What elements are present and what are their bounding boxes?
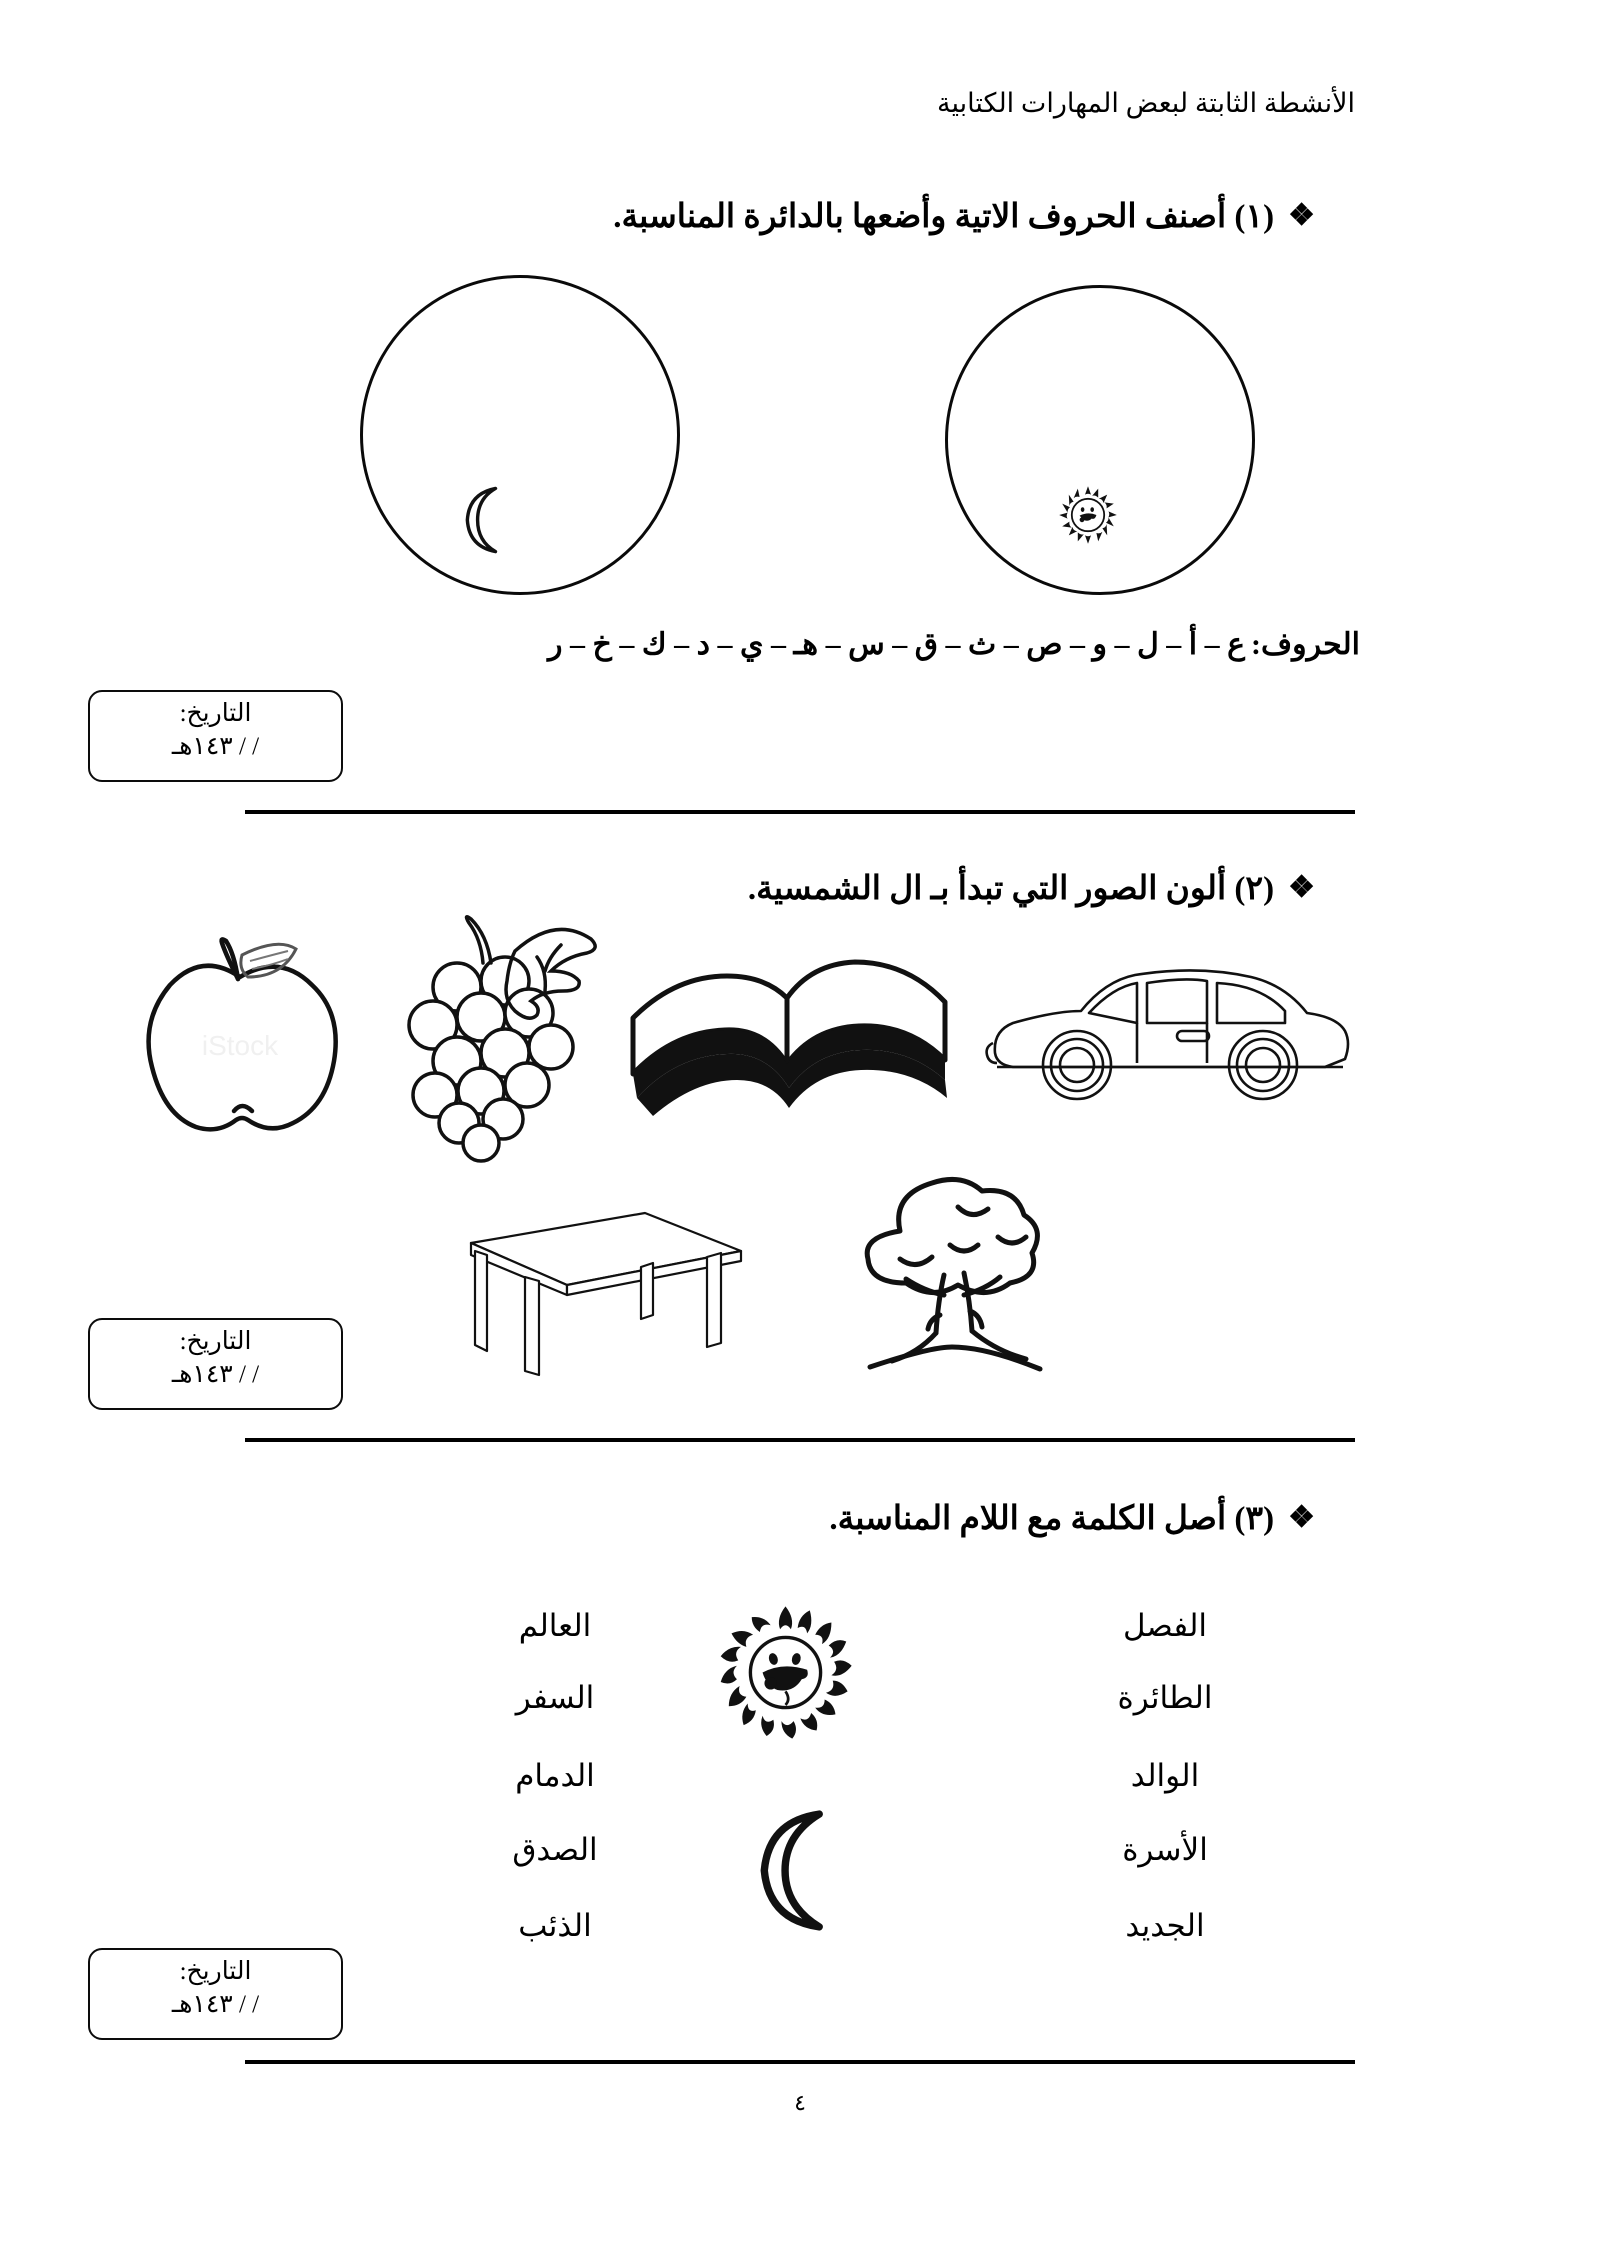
word-right-3[interactable]: الوالد — [1130, 1758, 1200, 1793]
section-divider-2 — [245, 1438, 1355, 1442]
tree-picture[interactable] — [840, 1155, 1050, 1385]
page-number: ٤ — [794, 2090, 806, 2115]
sun-icon — [1058, 485, 1118, 545]
exercise2-heading-text: (٢) ألون الصور التي تبدأ بـ ال الشمسية. — [747, 871, 1275, 907]
table-picture[interactable] — [455, 1195, 755, 1375]
grapes-picture[interactable] — [365, 905, 605, 1145]
moon-icon[interactable] — [745, 1808, 837, 1933]
letters-list: ع – أ – ل – و – ص – ث – ق – س – هـ – ي – د – ك – خ – ر — [548, 628, 1246, 661]
bullet-icon: ❖ — [1288, 1501, 1315, 1534]
section-divider-1 — [245, 810, 1355, 814]
date-stamp-exercise3[interactable] — [88, 1948, 343, 2040]
date-label: التاريخ: — [179, 1328, 252, 1355]
sun-icon[interactable] — [718, 1605, 853, 1740]
car-picture[interactable] — [985, 955, 1355, 1115]
word-right-2[interactable]: الطائرة — [1117, 1680, 1213, 1715]
date-stamp-exercise2[interactable] — [88, 1318, 343, 1410]
book-picture[interactable] — [615, 940, 965, 1130]
date-label: التاريخ: — [179, 1958, 252, 1985]
date-value: / / ١٤٣هـ — [171, 1360, 260, 1388]
word-right-4[interactable]: الأسرة — [1122, 1832, 1208, 1867]
apple-picture[interactable] — [130, 915, 350, 1140]
exercise1-heading — [613, 196, 1315, 236]
letters-label: الحروف: — [1251, 628, 1360, 661]
answer-circle-moon[interactable] — [360, 275, 680, 595]
word-right-1[interactable]: الفصل — [1122, 1608, 1208, 1643]
svg-text:iStock: iStock — [201, 1030, 279, 1061]
word-right-5[interactable]: الجديد — [1125, 1908, 1205, 1943]
exercise1-heading-text: (١) أصنف الحروف الاتية وأضعها بالدائرة المناسبة. — [613, 199, 1275, 235]
moon-icon — [455, 485, 507, 555]
exercise2-heading — [748, 868, 1315, 908]
date-label: التاريخ: — [179, 700, 252, 727]
word-left-4[interactable]: الصدق — [512, 1832, 598, 1867]
date-value: / / ١٤٣هـ — [171, 1990, 260, 2018]
letters-line — [548, 627, 1360, 662]
answer-circle-sun[interactable] — [945, 285, 1255, 595]
word-left-2[interactable]: السفر — [515, 1680, 595, 1715]
exercise3-heading-text: (٣) أصل الكلمة مع اللام المناسبة. — [829, 1501, 1275, 1537]
document-header: الأنشطة الثابتة لبعض المهارات الكتابية — [937, 88, 1355, 118]
section-divider-3 — [245, 2060, 1355, 2064]
exercise3-heading — [829, 1498, 1315, 1538]
date-value: / / ١٤٣هـ — [171, 732, 260, 760]
bullet-icon: ❖ — [1288, 199, 1315, 232]
word-left-5[interactable]: الذئب — [518, 1908, 592, 1943]
word-left-3[interactable]: الدمام — [515, 1758, 595, 1793]
word-left-1[interactable]: العالم — [518, 1608, 592, 1643]
date-stamp-exercise1[interactable] — [88, 690, 343, 782]
bullet-icon: ❖ — [1288, 871, 1315, 904]
